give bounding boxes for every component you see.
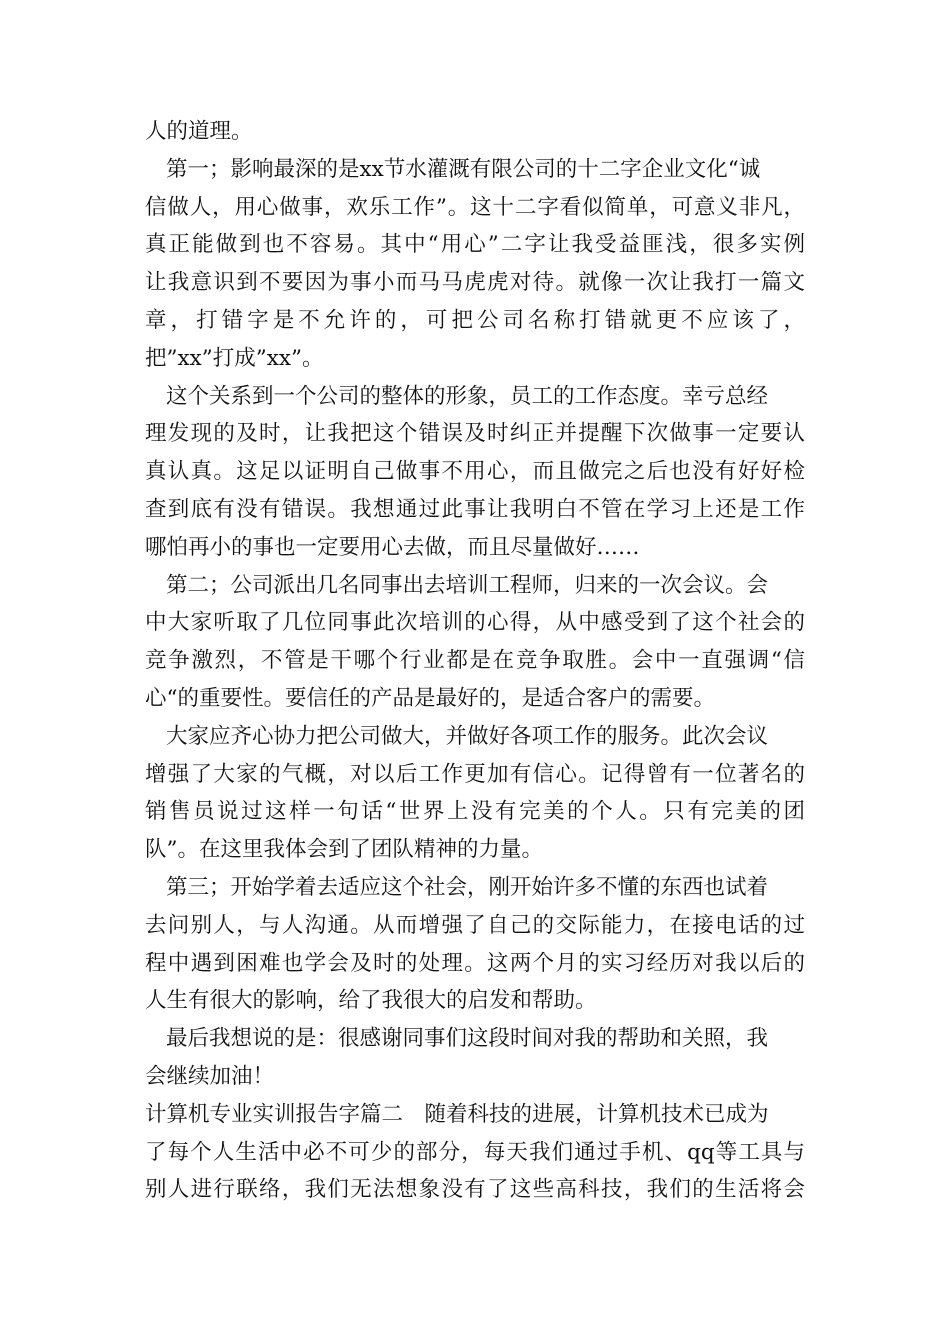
text-line: 别人进行联络，我们无法想象没有了这些高科技，我们的生活将会 — [145, 1177, 805, 1203]
section-heading-line: 计算机专业实训报告字篇二 随着科技的进展，计算机技术已成为 — [145, 1101, 769, 1127]
text-line: 人生有很大的影响，给了我很大的启发和帮助。 — [145, 988, 597, 1014]
text-line: 竞争激烈，不管是干哪个行业都是在竞争取胜。会中一直强调“信 — [145, 648, 805, 674]
text-line: 会继续加油！ — [145, 1063, 275, 1089]
text-line: 队”。在这里我体会到了团队精神的力量。 — [145, 837, 543, 863]
document-body — [145, 113, 815, 1209]
text-line: 去问别人，与人沟通。从而增强了自己的交际能力，在接电话的过 — [145, 912, 805, 938]
paragraph-first-line: 这个关系到一个公司的整体的形象，员工的工作态度。幸亏总经 — [166, 383, 769, 409]
text-line: 章，打错字是不允许的，可把公司名称打错就更不应该了， — [145, 307, 805, 333]
paragraph-first-line: 最后我想说的是：很感谢同事们这段时间对我的帮助和关照，我 — [166, 1026, 769, 1052]
text-line: 中大家听取了几位同事此次培训的心得，从中感受到了这个社会的 — [145, 610, 805, 636]
text-line: 让我意识到不要因为事小而马马虎虎对待。就像一次让我打一篇文 — [145, 270, 805, 296]
text-line: 增强了大家的气概，对以后工作更加有信心。记得曾有一位著名的 — [145, 761, 805, 787]
text-line: 哪怕再小的事也一定要用心去做，而且尽量做好…… — [145, 534, 640, 560]
text-line: 真正能做到也不容易。其中“用心”二字让我受益匪浅，很多实例 — [145, 232, 805, 258]
text-line: 销售员说过这样一句话“世界上没有完美的个人。只有完美的团 — [145, 799, 805, 825]
text-line: 真认真。这足以证明自己做事不用心，而且做完之后也没有好好检 — [145, 459, 805, 485]
paragraph-first-line: 大家应齐心协力把公司做大，并做好各项工作的服务。此次会议 — [166, 723, 769, 749]
paragraph-first-line: 第二；公司派出几名同事出去培训工程师，归来的一次会议。会 — [166, 572, 769, 598]
text-line: 信做人，用心做事，欢乐工作”。这十二字看似简单，可意义非凡， — [145, 194, 805, 220]
text-line: 理发现的及时，让我把这个错误及时纠正并提醒下次做事一定要认 — [145, 421, 805, 447]
text-line: 查到底有没有错误。我想通过此事让我明白不管在学习上还是工作 — [145, 496, 805, 522]
text-line: 了每个人生活中必不可少的部分，每天我们通过手机、qq等工具与 — [145, 1139, 805, 1165]
text-line: 心“的重要性。要信任的产品是最好的，是适合客户的需要。 — [145, 685, 715, 711]
text-line: 人的道理。 — [145, 119, 253, 144]
text-line: 把”xx”打成”xx”。 — [145, 345, 324, 371]
text-line: 程中遇到困难也学会及时的处理。这两个月的实习经历对我以后的 — [145, 950, 805, 976]
paragraph-first-line: 第三；开始学着去适应这个社会，刚开始许多不懂的东西也试着 — [166, 874, 769, 900]
paragraph-first-line: 第一；影响最深的是xx节水灌溉有限公司的十二字企业文化“诚 — [166, 156, 761, 182]
